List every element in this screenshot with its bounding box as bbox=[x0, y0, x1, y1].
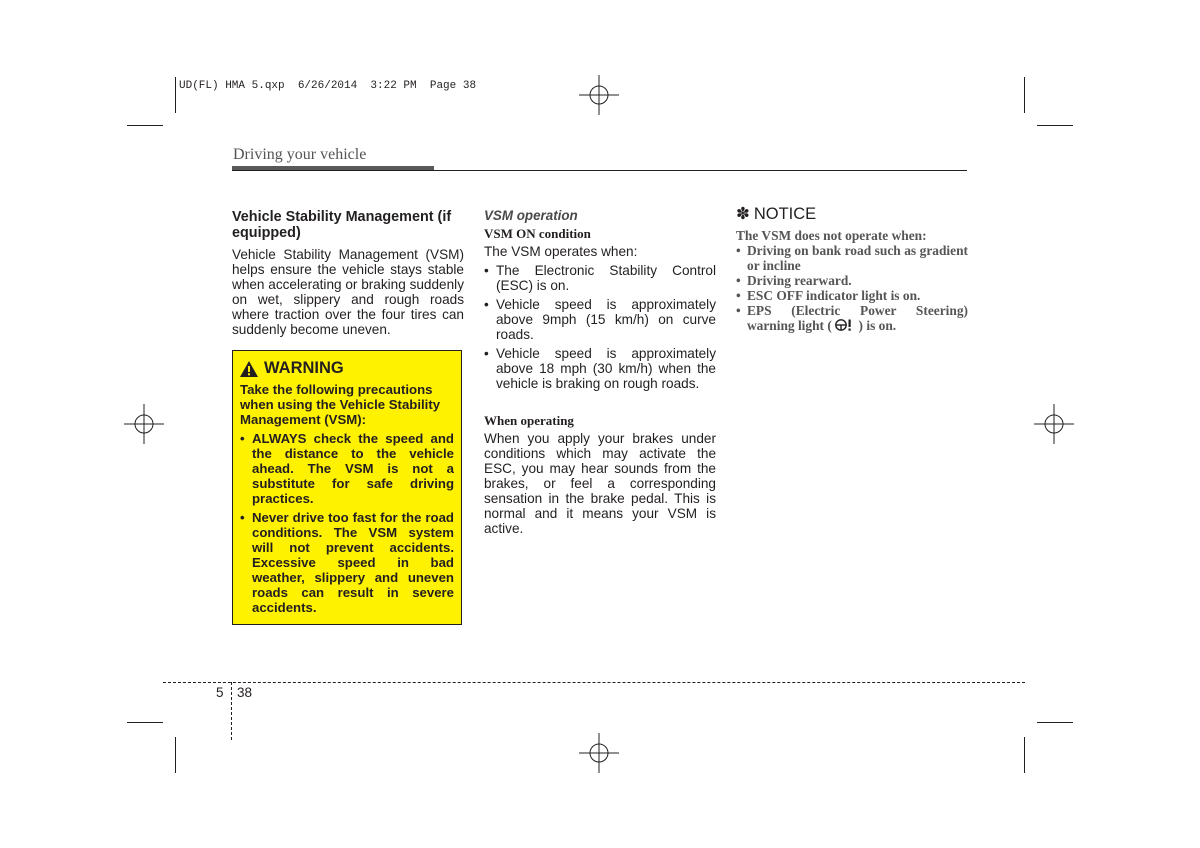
condition-item: • Vehicle speed is approximately above 18 mph (30 km/h) when the vehicle is braking on rough roads. bbox=[484, 346, 716, 391]
notice-title bbox=[736, 207, 968, 222]
column-left bbox=[232, 209, 464, 337]
warning-triangle-icon bbox=[240, 361, 258, 377]
vsm-on-condition-heading: VSM ON condition bbox=[484, 226, 591, 241]
notice-item-eps bbox=[736, 303, 968, 333]
notice-item: • Driving rearward. bbox=[736, 273, 968, 288]
vsm-operation-heading: VSM operation bbox=[484, 208, 578, 223]
warning-title bbox=[240, 359, 454, 378]
notice-star-icon: ✽ bbox=[736, 205, 750, 223]
warning-box bbox=[232, 350, 462, 625]
crop-mark bbox=[127, 125, 163, 126]
warning-intro: Take the following precautions when using the Vehicle Stability Management (VSM): bbox=[240, 382, 441, 427]
notice-item: • ESC OFF indicator light is on. bbox=[736, 288, 968, 303]
crop-mark bbox=[1024, 737, 1025, 773]
header-rule bbox=[232, 170, 967, 171]
notice-title-text: NOTICE bbox=[753, 205, 817, 223]
warning-list bbox=[240, 431, 454, 615]
crop-mark bbox=[175, 737, 176, 773]
crop-mark bbox=[127, 722, 163, 723]
registration-mark-icon bbox=[579, 75, 619, 115]
registration-mark-icon bbox=[579, 733, 619, 773]
crop-mark bbox=[1037, 722, 1073, 723]
vsm-heading: Vehicle Stability Management (if equipped) bbox=[232, 209, 452, 241]
warning-item: • Never drive too fast for the road conditions. The VSM system will not prevent accidents. Excessive speed in bad weather, slippery and uneven roads can result in severe accidents. bbox=[240, 510, 454, 615]
notice-body bbox=[736, 228, 968, 333]
vsm-on-condition-intro: The VSM operates when: bbox=[484, 244, 638, 259]
when-operating-paragraph: When you apply your brakes under conditions which may activate the ESC, you may hear sounds from the brakes, or feel a corresponding sensation in the brake pedal. This is normal and it means your VSM is active. bbox=[484, 431, 716, 536]
notice-intro: The VSM does not operate when: bbox=[736, 228, 927, 243]
condition-item: • Vehicle speed is approximately above 9mph (15 km/h) on curve roads. bbox=[484, 297, 716, 342]
registration-mark-icon bbox=[124, 404, 164, 444]
section-title: Driving your vehicle bbox=[233, 146, 367, 163]
crop-mark bbox=[1024, 77, 1025, 113]
print-slug: UD(FL) HMA 5.qxp 6/26/2014 3:22 PM Page 38 bbox=[179, 80, 477, 92]
eps-text-before: EPS (Electric Power Steering) warning light ( bbox=[747, 303, 968, 333]
crop-mark bbox=[1037, 125, 1073, 126]
vsm-on-condition-list bbox=[484, 263, 716, 391]
notice-list bbox=[736, 243, 968, 333]
column-right bbox=[736, 207, 968, 333]
crop-mark bbox=[175, 77, 176, 113]
eps-text-after: ) is on. bbox=[858, 318, 897, 333]
warning-title-text: WARNING bbox=[264, 359, 344, 377]
vsm-intro-paragraph: Vehicle Stability Management (VSM) helps ensure the vehicle stays stable when accelerating or braking suddenly on wet, slippery and rough roads where traction over the four tires can suddenly become uneven. bbox=[232, 247, 464, 337]
notice-item: • Driving on bank road such as gradient or incline bbox=[736, 243, 968, 273]
footer-page-divider bbox=[231, 682, 232, 740]
when-operating-heading: When operating bbox=[484, 413, 574, 428]
warning-item: • ALWAYS check the speed and the distance to the vehicle ahead. The VSM is not a substitute for safe driving practices. bbox=[240, 431, 454, 506]
eps-warning-icon bbox=[835, 318, 855, 332]
footer-divider bbox=[163, 682, 1025, 683]
column-middle bbox=[484, 208, 716, 536]
chapter-number: 5 bbox=[216, 685, 224, 700]
registration-mark-icon bbox=[1034, 404, 1074, 444]
page-number: 38 bbox=[237, 685, 253, 700]
condition-item: • The Electronic Stability Control (ESC) is on. bbox=[484, 263, 716, 293]
